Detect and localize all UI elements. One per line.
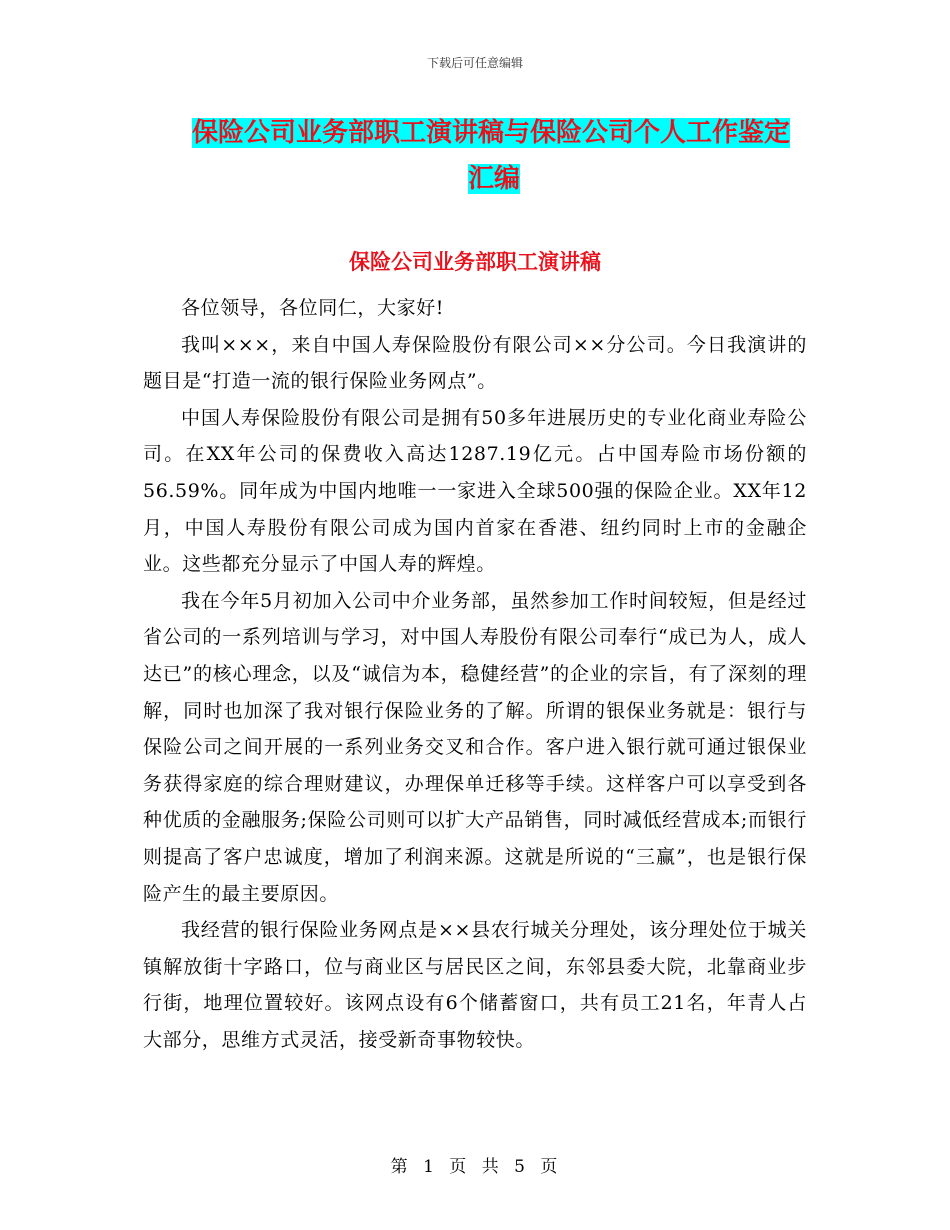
paragraph-branch: 我经营的银行保险业务网点是××县农行城关分理处，该分理处位于城关镇解放街十字路口，位与商业区与居民区之间，东邻县委大院，北靠商业步行街，地理位置较好。该网点设有6个储蓄窗口，共有员工21名，年青人占大部分，思维方式灵活，接受新奇事物较快。 <box>143 919 807 1051</box>
page-footer <box>0 1152 950 1177</box>
paragraph-greeting: 各位领导，各位同仁，大家好! <box>181 297 445 319</box>
page-total: 5 <box>514 1157 527 1177</box>
header-note: 下载后可任意编辑 <box>426 56 523 70</box>
title-line-1: 保险公司业务部职工演讲稿与保险公司个人工作鉴定 <box>192 118 791 148</box>
title-line-2: 汇编 <box>467 164 520 194</box>
paragraph-introduction: 我叫×××，来自中国人寿保险股份有限公司××分公司。今日我演讲的题目是“打造一流的银行保险业务网点”。 <box>143 333 807 393</box>
footer-total-word: 共 <box>481 1157 501 1177</box>
paragraph-bancassurance: 我在今年5月初加入公司中介业务部，虽然参加工作时间较短，但是经过省公司的一系列培训与学习，对中国人寿股份有限公司奉行“成已为人，成人达已”的核心理念，以及“诚信为本，稳健经营”的企业的宗旨，有了深刻的理解，同时也加深了我对银行保险业务的了解。所谓的银保业务就是：银行与保险公司之间开展的一系列业务交叉和合作。客户进入银行就可通过银保业务获得家庭的综合理财建议，办理保单迁移等手续。这样客户可以享受到各种优质的金融服务;保险公司则可以扩大产品销售，同时减低经营成本;而银行则提高了客户忠诚度，增加了利润来源。这就是所说的“三赢”，也是银行保险产生的最主要原因。 <box>143 589 807 905</box>
footer-prefix: 第 <box>390 1157 410 1177</box>
section-title: 保险公司业务部职工演讲稿 <box>349 250 601 274</box>
paragraph-company: 中国人寿保险股份有限公司是拥有50多年进展历史的专业化商业寿险公司。在XX年公司的保费收入高达1287.19亿元。占中国寿险市场份额的 56.59%。同年成为中国内地唯一一家进入全球500强的保险企业。XX年12月，中国人寿股份有限公司成为国内首家在香港、纽约同时上市的金融企业。这些都充分显示了中国人寿的辉煌。 <box>143 406 807 576</box>
document-title <box>192 110 812 202</box>
footer-suffix: 页 <box>540 1157 560 1177</box>
footer-page-word: 页 <box>449 1157 469 1177</box>
page-number: 1 <box>423 1157 436 1177</box>
document-body <box>143 290 807 1058</box>
